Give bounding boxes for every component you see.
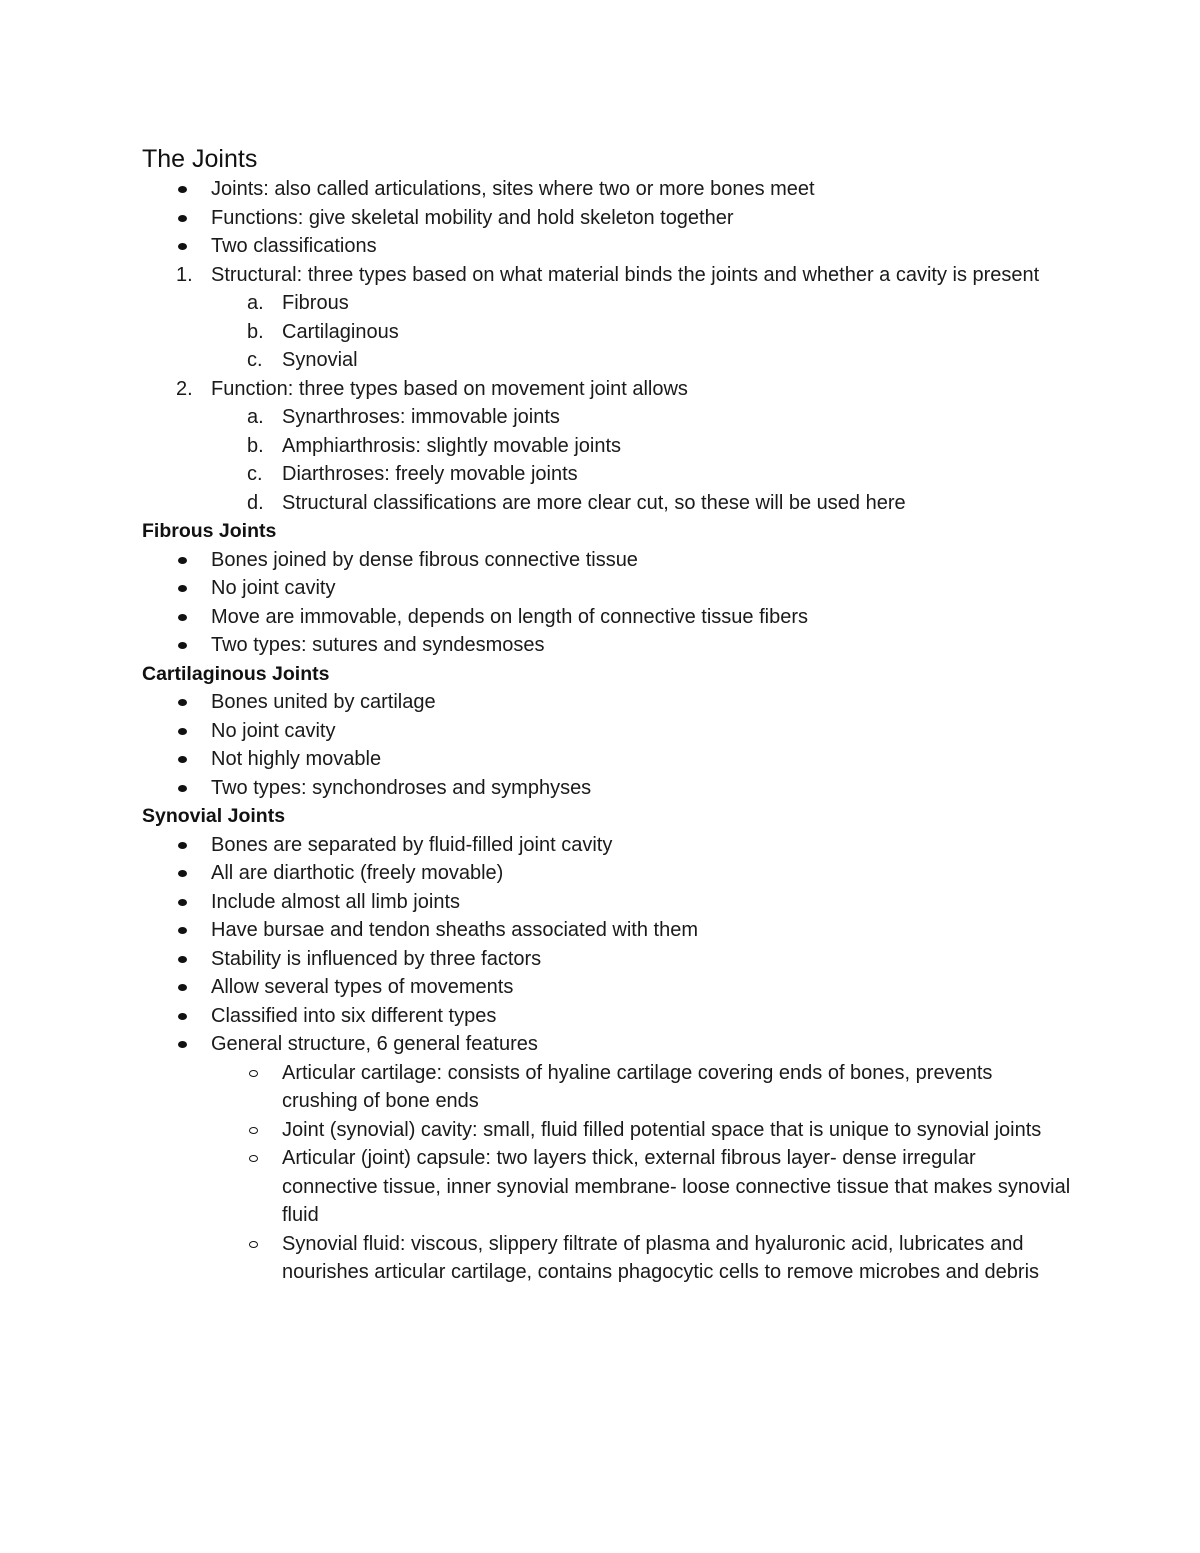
- list-item-text: Fibrous: [282, 292, 349, 314]
- list-item: [142, 375, 1072, 404]
- list-item-text: Synovial: [282, 349, 358, 371]
- bullet-icon: [178, 186, 187, 193]
- list-item: [142, 745, 1072, 774]
- bullet-icon: [178, 899, 187, 906]
- sub-list-item: [142, 1116, 1072, 1145]
- list-item-text: Bones united by cartilage: [211, 691, 436, 713]
- list-letter: d.: [247, 491, 264, 514]
- list-letter: a.: [247, 292, 264, 314]
- list-item: [142, 688, 1072, 717]
- list-item: [142, 631, 1072, 660]
- document-page: [142, 143, 1072, 1287]
- list-item: [142, 888, 1072, 917]
- list-item-text: Synarthroses: immovable joints: [282, 406, 560, 428]
- list-item-text: Cartilaginous: [282, 320, 399, 343]
- list-item-text: Functions: give skeletal mobility and hold skeleton together: [211, 206, 734, 229]
- hollow-bullet-icon: [249, 1127, 258, 1134]
- list-item: [142, 175, 1072, 204]
- list-item-text: Synovial fluid: viscous, slippery filtrate of plasma and hyaluronic acid, lubricates and nourishes articular cartilage, contains phagocytic cells to remove microbes and debris: [282, 1232, 1040, 1283]
- list-item-text: Bones joined by dense fibrous connective tissue: [211, 548, 638, 571]
- list-item-text: Classified into six different types: [211, 1004, 497, 1027]
- list-item-text: Include almost all limb joints: [211, 890, 460, 913]
- sub-list-item: [142, 403, 1072, 432]
- hollow-bullet-icon: [249, 1070, 258, 1077]
- list-item: [142, 916, 1072, 945]
- list-item: [142, 945, 1072, 974]
- list-item-text: Joint (synovial) cavity: small, fluid filled potential space that is unique to synovial joints: [282, 1118, 1042, 1141]
- list-item-text: Two types: synchondroses and symphyses: [211, 776, 592, 799]
- list-item-text: Function: three types based on movement joint allows: [211, 377, 688, 400]
- sub-list-item: [142, 1144, 1072, 1230]
- list-letter: c.: [247, 349, 263, 371]
- list-item: [142, 1002, 1072, 1031]
- list-item-text: Amphiarthrosis: slightly movable joints: [282, 434, 622, 457]
- sub-list-item: [142, 289, 1072, 318]
- list-letter: b.: [247, 434, 264, 457]
- hollow-bullet-icon: [249, 1241, 258, 1248]
- section-heading-fibrous: Fibrous Joints: [142, 520, 277, 542]
- list-item-text: No joint cavity: [211, 577, 336, 599]
- bullet-icon: [178, 215, 187, 222]
- list-item-text: Move are immovable, depends on length of connective tissue fibers: [211, 605, 809, 628]
- sub-list-item: [142, 1059, 1072, 1116]
- list-item: [142, 261, 1072, 290]
- list-item: [142, 717, 1072, 746]
- list-item-text: No joint cavity: [211, 719, 336, 742]
- list-item: [142, 204, 1072, 233]
- list-item: [142, 774, 1072, 803]
- sub-list-item: [142, 346, 1072, 375]
- bullet-icon: [178, 1013, 187, 1020]
- bullet-icon: [178, 243, 187, 250]
- list-item: [142, 546, 1072, 575]
- list-item-text: Not highly movable: [211, 748, 382, 770]
- list-letter: b.: [247, 320, 264, 343]
- bullet-icon: [178, 956, 187, 963]
- sub-list-item: [142, 489, 1072, 518]
- sub-list-item: [142, 432, 1072, 461]
- bullet-icon: [178, 699, 187, 706]
- bullet-icon: [178, 614, 187, 621]
- list-item-text: Stability is influenced by three factors: [211, 947, 542, 970]
- section-heading-cartilaginous: Cartilaginous Joints: [142, 662, 330, 685]
- page-title: The Joints: [142, 145, 258, 173]
- list-item-text: Allow several types of movements: [211, 976, 514, 998]
- list-item-text: Articular cartilage: consists of hyaline cartilage covering ends of bones, prevents crushing of bone ends: [282, 1061, 993, 1112]
- bullet-icon: [178, 927, 187, 934]
- bullet-icon: [178, 785, 187, 792]
- list-item-text: Structural: three types based on what material binds the joints and whether a cavity is present: [211, 263, 1040, 286]
- list-item: [142, 859, 1072, 888]
- bullet-icon: [178, 842, 187, 849]
- sub-list-item: [142, 460, 1072, 489]
- list-item-text: Structural classifications are more clear cut, so these will be used here: [282, 491, 906, 514]
- list-item-text: Have bursae and tendon sheaths associated with them: [211, 919, 698, 941]
- bullet-icon: [178, 728, 187, 735]
- hollow-bullet-icon: [249, 1155, 258, 1162]
- bullet-icon: [178, 870, 187, 877]
- list-item: [142, 232, 1072, 261]
- bullet-icon: [178, 585, 187, 592]
- list-item-text: Two classifications: [211, 235, 377, 257]
- list-item: [142, 1030, 1072, 1059]
- list-letter: c.: [247, 463, 263, 485]
- sub-list-item: [142, 1230, 1072, 1287]
- list-number: 1.: [176, 263, 193, 286]
- bullet-icon: [178, 1041, 187, 1048]
- list-item: [142, 574, 1072, 603]
- bullet-icon: [178, 984, 187, 991]
- list-item: [142, 603, 1072, 632]
- list-item-text: Articular (joint) capsule: two layers thick, external fibrous layer- dense irregular connective tissue, inner synovial membrane- loose connective tissue that makes synovial fluid: [282, 1147, 1071, 1226]
- list-item-text: Diarthroses: freely movable joints: [282, 463, 578, 485]
- list-item-text: Two types: sutures and syndesmoses: [211, 634, 545, 656]
- bullet-icon: [178, 756, 187, 763]
- list-letter: a.: [247, 406, 264, 428]
- section-heading-synovial: Synovial Joints: [142, 805, 286, 827]
- list-item-text: Bones are separated by fluid-filled joint cavity: [211, 833, 613, 856]
- sub-list-item: [142, 318, 1072, 347]
- bullet-icon: [178, 642, 187, 649]
- list-item: [142, 973, 1072, 1002]
- list-item-text: Joints: also called articulations, sites where two or more bones meet: [211, 178, 815, 200]
- bullet-icon: [178, 557, 187, 564]
- list-item-text: All are diarthotic (freely movable): [211, 862, 504, 884]
- list-item: [142, 831, 1072, 860]
- list-item-text: General structure, 6 general features: [211, 1033, 538, 1055]
- list-number: 2.: [176, 377, 193, 400]
